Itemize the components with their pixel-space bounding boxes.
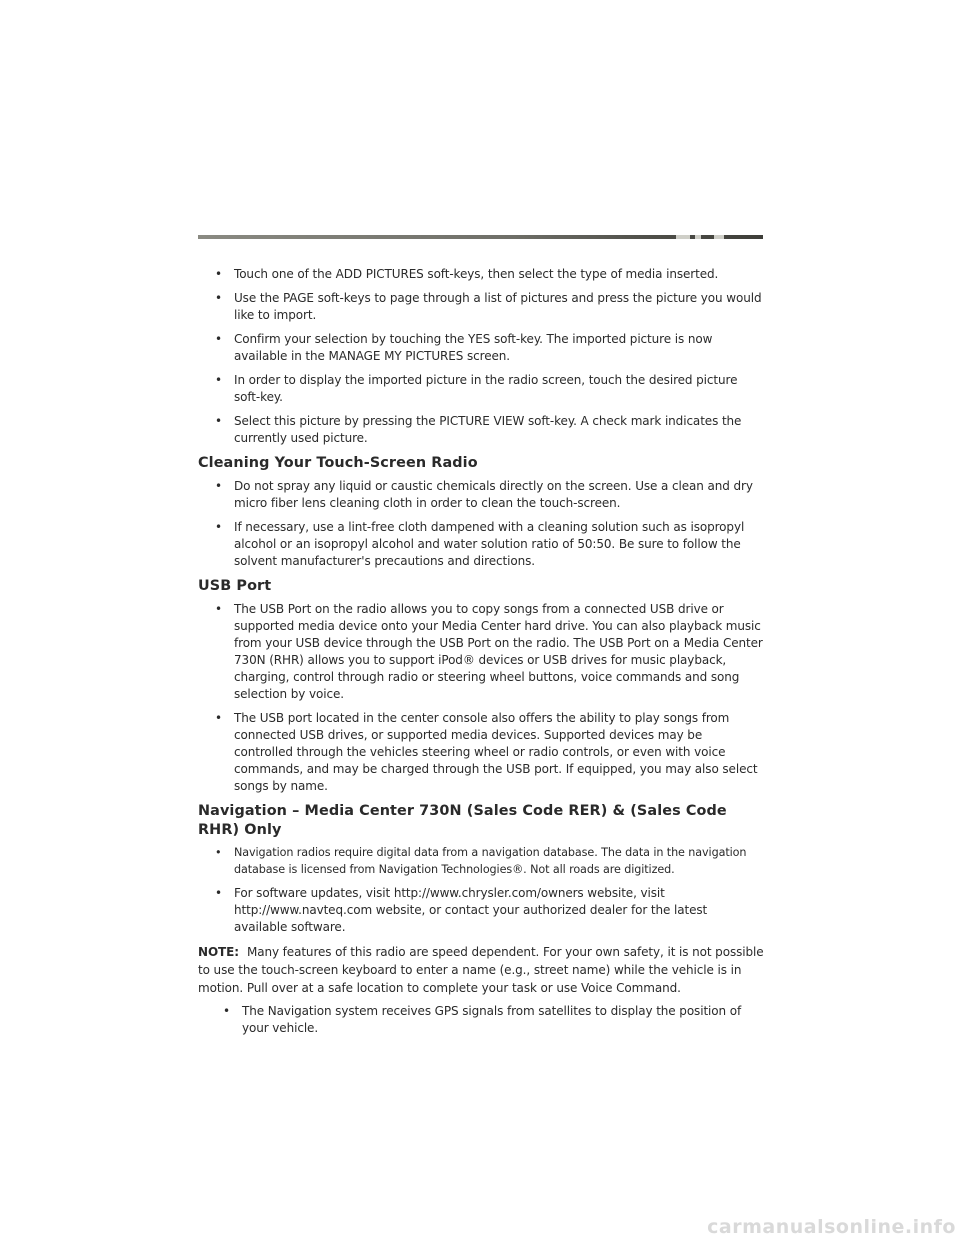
intro-bullet-list xyxy=(198,266,764,447)
list-item: • In order to display the imported picture in the radio screen, touch the desired picture soft-key. xyxy=(208,372,764,406)
note-text: Many features of this radio are speed dependent. For your own safety, it is not possible to use the touch-screen keyboard to enter a name (e.g., street name) while the vehicle is in motion. Pull over at a safe location to complete your task or use Voice Command. xyxy=(198,945,764,995)
list-item: • Select this picture by pressing the PICTURE VIEW soft-key. A check mark indicates the currently used picture. xyxy=(208,413,764,447)
usb-bullet-list xyxy=(198,601,764,795)
cleaning-bullet-list xyxy=(198,478,764,570)
list-item: • Confirm your selection by touching the YES soft-key. The imported picture is now available in the MANAGE MY PICTURES screen. xyxy=(208,331,764,365)
navigation-bullet-list xyxy=(198,845,764,878)
header-rule-notch xyxy=(676,235,690,239)
list-item: • If necessary, use a lint-free cloth dampened with a cleaning solution such as isopropyl alcohol or an isopropyl alcohol and water solution ratio of 50:50. Be sure to follow the solvent manufacturer's precautions and directions. xyxy=(208,519,764,570)
list-item: • Navigation radios require digital data from a navigation database. The data in the navigation database is licensed from Navigation Technologies®. Not all roads are digitized. xyxy=(208,845,764,878)
navigation-final-bullet-list xyxy=(206,1003,764,1037)
list-item: • For software updates, visit http://www.chrysler.com/owners website, visit http://www.navteq.com website, or contact your authorized dealer for the latest available software. xyxy=(208,885,764,936)
header-rule-notch xyxy=(695,235,701,239)
list-item: • The Navigation system receives GPS signals from satellites to display the position of your vehicle. xyxy=(216,1003,764,1037)
list-item: • The USB port located in the center console also offers the ability to play songs from connected USB drives, or supported media devices. Supported devices may be controlled through the vehicles steering wheel or radio controls, or even with voice commands, and may be charged through the USB port. If equipped, you may also select songs by name. xyxy=(208,710,764,795)
list-item: • Do not spray any liquid or caustic chemicals directly on the screen. Use a clean and dry micro fiber lens cleaning cloth in order to clean the touch-screen. xyxy=(208,478,764,512)
list-item: • The USB Port on the radio allows you to copy songs from a connected USB drive or supported media device onto your Media Center hard drive. You can also playback music from your USB device through the USB Port on the radio. The USB Port on a Media Center 730N (RHR) allows you to support iPod® devices or USB drives for music playback, charging, control through radio or steering wheel buttons, voice commands and song selection by voice. xyxy=(208,601,764,703)
note-label: NOTE: xyxy=(198,945,239,959)
section-heading-cleaning: Cleaning Your Touch-Screen Radio xyxy=(198,455,478,471)
header-rule xyxy=(198,235,763,239)
navigation-bullet-list-2 xyxy=(198,885,764,936)
list-item: • Use the PAGE soft-keys to page through a list of pictures and press the picture you would like to import. xyxy=(208,290,764,324)
header-rule-notch xyxy=(714,235,724,239)
section-heading-navigation: Navigation – Media Center 730N (Sales Code RER) & (Sales Code RHR) Only xyxy=(198,803,727,838)
list-item: • Touch one of the ADD PICTURES soft-keys, then select the type of media inserted. xyxy=(208,266,764,283)
watermark: carmanualsonline.info xyxy=(707,1216,956,1238)
page-content xyxy=(198,266,764,1044)
section-heading-usb: USB Port xyxy=(198,578,272,594)
note-paragraph xyxy=(198,943,764,997)
